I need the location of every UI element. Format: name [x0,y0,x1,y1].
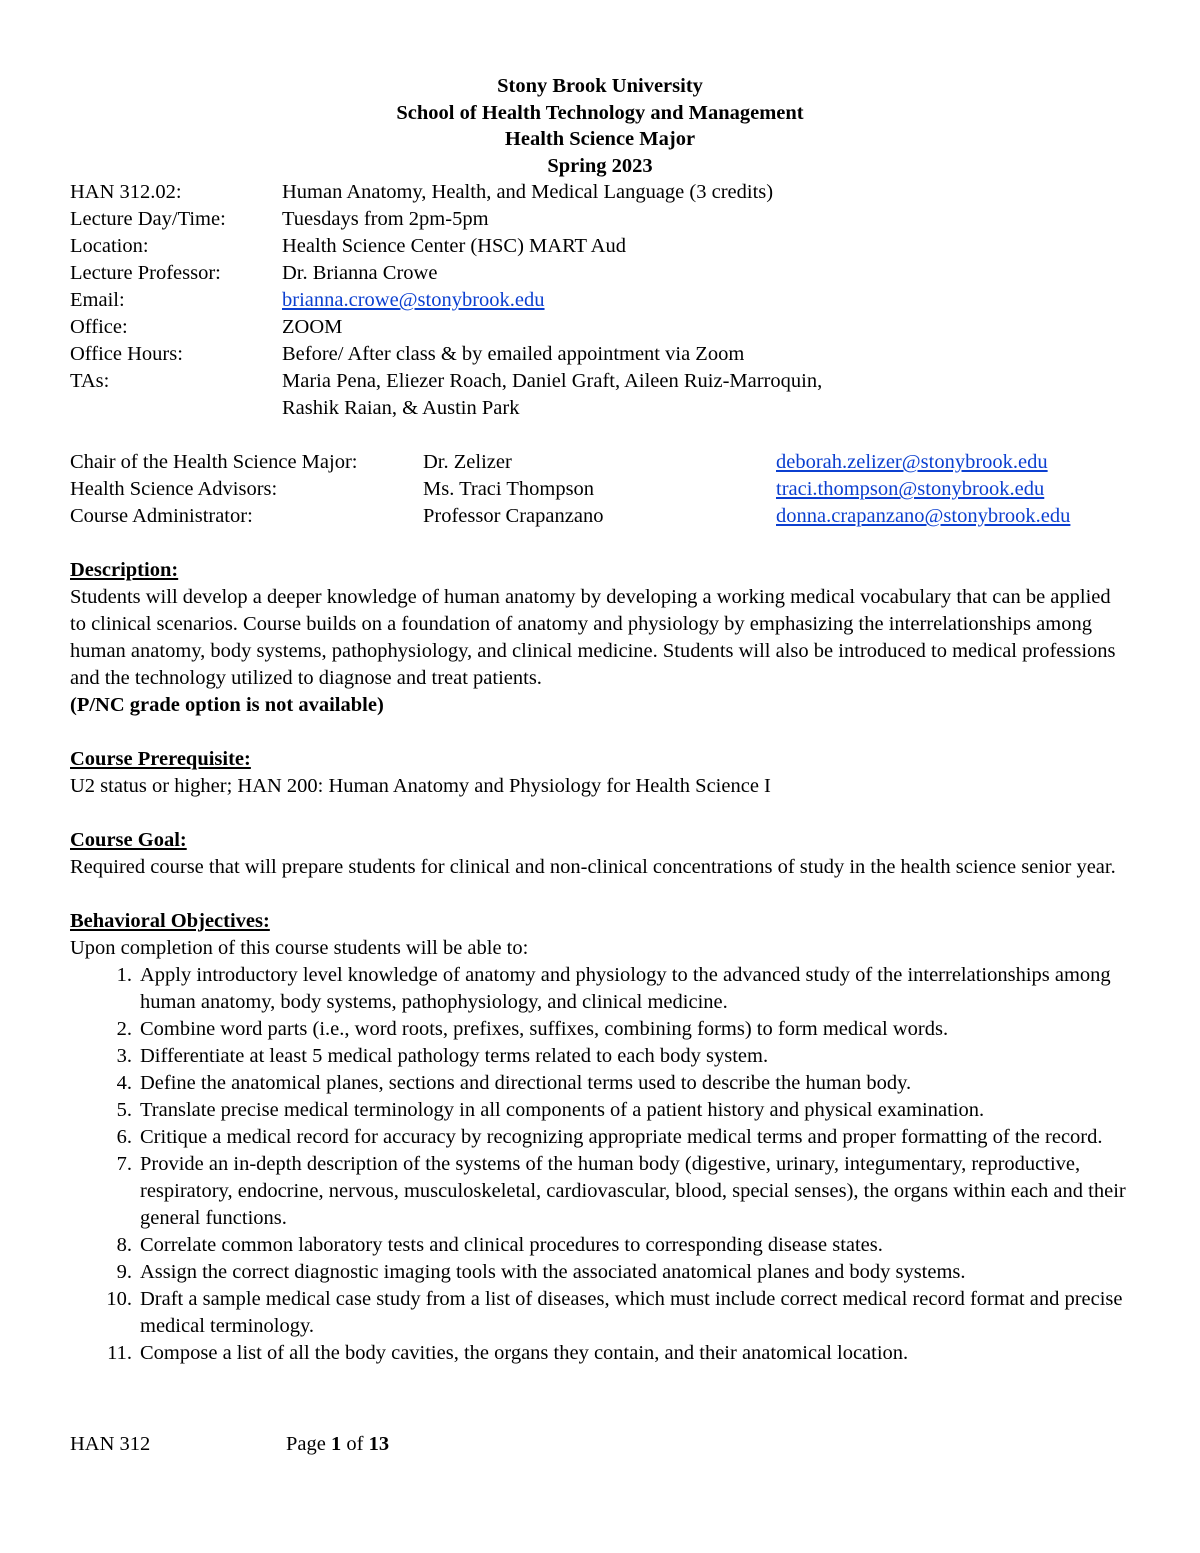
footer-course: HAN 312 [70,1433,151,1455]
description-heading: Description: [70,559,179,581]
list-item [70,1070,1130,1097]
list-item [70,1124,1130,1151]
info-value: Before/ After class & by emailed appointment via Zoom [282,343,745,365]
objectives-heading: Behavioral Objectives: [70,910,270,932]
info-row-tas [70,368,1130,395]
contact-role: Health Science Advisors: [70,478,278,500]
description-text: Students will develop a deeper knowledge of human anatomy by developing a working medical vocabulary that can be applied to clinical scenarios. Course builds on a foundation of anatomy and physiology by emphasizing the interrelationships among human anatomy, body systems, pathophysiology, and clinical medicine. Students will also be introduced to medical professions and the technology utilized to diagnose and treat patients. [70,586,1116,689]
item-number: 10. [106,1288,132,1310]
list-item [70,1016,1130,1043]
course-info [70,179,1130,422]
prerequisite-heading: Course Prerequisite: [70,748,251,770]
contact-row-advisor [70,476,1130,503]
of-word: of [346,1433,364,1455]
info-value: Human Anatomy, Health, and Medical Language (3 credits) [282,181,774,203]
info-label: Office Hours: [70,343,183,365]
item-text: Compose a list of all the body cavities, the organs they contain, and their anatomical location. [140,1342,909,1364]
professor-email-link[interactable]: brianna.crowe@stonybrook.edu [282,289,545,311]
page-counter [286,1431,389,1458]
list-item [70,1232,1130,1259]
page-number: 1 [330,1433,342,1455]
syllabus-page [70,73,1130,1367]
list-item [70,1259,1130,1286]
prerequisite-text: U2 status or higher; HAN 200: Human Anatomy and Physiology for Health Science I [70,775,771,797]
item-number: 7. [116,1153,132,1175]
item-number: 4. [116,1072,132,1094]
item-text: Correlate common laboratory tests and clinical procedures to corresponding disease states. [140,1234,883,1256]
item-number: 3. [116,1045,132,1067]
contact-role: Course Administrator: [70,505,253,527]
objectives-intro: Upon completion of this course students will be able to: [70,937,529,959]
info-value: Dr. Brianna Crowe [282,262,438,284]
info-value: Rashik Raian, & Austin Park [282,397,520,419]
goal-text: Required course that will prepare students for clinical and non-clinical concentrations of study in the health science senior year. [70,856,1116,878]
info-label: TAs: [70,370,110,392]
info-row-office [70,314,1130,341]
info-label: Lecture Professor: [70,262,221,284]
goal-heading: Course Goal: [70,829,187,851]
info-row-location [70,233,1130,260]
school-name: School of Health Technology and Management [396,101,804,124]
contact-email-link[interactable]: donna.crapanzano@stonybrook.edu [776,505,1071,527]
info-row-office-hours [70,341,1130,368]
document-header [70,73,1130,179]
page-footer [70,1431,389,1458]
item-number: 9. [116,1261,132,1283]
contact-name: Dr. Zelizer [423,451,512,473]
info-value: Health Science Center (HSC) MART Aud [282,235,626,257]
info-value: ZOOM [282,316,343,338]
info-label: Lecture Day/Time: [70,208,226,230]
info-row-course [70,179,1130,206]
info-value: Maria Pena, Eliezer Roach, Daniel Graft, Aileen Ruiz-Marroquin, [282,370,823,392]
item-text: Differentiate at least 5 medical pathology terms related to each body system. [140,1045,769,1067]
list-item [70,962,1130,1016]
total-pages: 13 [368,1433,390,1455]
info-label: Email: [70,289,125,311]
item-text: Assign the correct diagnostic imaging tools with the associated anatomical planes and body systems. [140,1261,966,1283]
contact-email-link[interactable]: traci.thompson@stonybrook.edu [776,478,1045,500]
item-number: 8. [116,1234,132,1256]
item-text: Provide an in-depth description of the systems of the human body (digestive, urinary, integumentary, reproductive, respiratory, endocrine, nervous, musculoskeletal, cardiovascular, blood, special senses), the organs within each and their general functions. [140,1153,1126,1229]
item-text: Critique a medical record for accuracy by recognizing appropriate medical terms and proper formatting of the record. [140,1126,1103,1148]
item-text: Translate precise medical terminology in all components of a patient history and physical examination. [140,1099,985,1121]
info-label: Office: [70,316,128,338]
info-value: Tuesdays from 2pm-5pm [282,208,489,230]
university-name: Stony Brook University [497,75,703,97]
contacts-table [70,449,1130,530]
item-number: 1. [116,964,132,986]
item-number: 2. [116,1018,132,1040]
major-name: Health Science Major [504,128,696,150]
item-text: Define the anatomical planes, sections and directional terms used to describe the human body. [140,1072,912,1094]
info-label: Location: [70,235,149,257]
list-item [70,1286,1130,1340]
contact-row-administrator [70,503,1130,530]
item-text: Apply introductory level knowledge of anatomy and physiology to the advanced study of the interrelationships among human anatomy, body systems, pathophysiology, and clinical medicine. [140,964,1111,1013]
grade-option-note: (P/NC grade option is not available) [70,694,384,716]
item-number: 5. [116,1099,132,1121]
list-item [70,1340,1130,1367]
item-text: Combine word parts (i.e., word roots, prefixes, suffixes, combining forms) to form medical words. [140,1018,949,1040]
item-number: 6. [116,1126,132,1148]
item-number: 11. [107,1342,132,1364]
info-label [70,395,282,422]
list-item [70,1043,1130,1070]
info-label: HAN 312.02: [70,181,182,203]
item-text: Draft a sample medical case study from a list of diseases, which must include correct medical record format and precise medical terminology. [140,1288,1123,1337]
contact-row-chair [70,449,1130,476]
contact-name: Professor Crapanzano [423,505,604,527]
info-row-professor [70,260,1130,287]
info-row-email [70,287,1130,314]
info-row-tas-continued [70,395,1130,422]
info-row-lecture-time [70,206,1130,233]
contact-name: Ms. Traci Thompson [423,478,595,500]
list-item [70,1097,1130,1124]
list-item [70,1151,1130,1232]
page-word: Page [286,1433,326,1455]
term: Spring 2023 [547,154,653,177]
contact-role: Chair of the Health Science Major: [70,451,358,473]
objectives-list [70,962,1130,1367]
contact-email-link[interactable]: deborah.zelizer@stonybrook.edu [776,451,1048,473]
